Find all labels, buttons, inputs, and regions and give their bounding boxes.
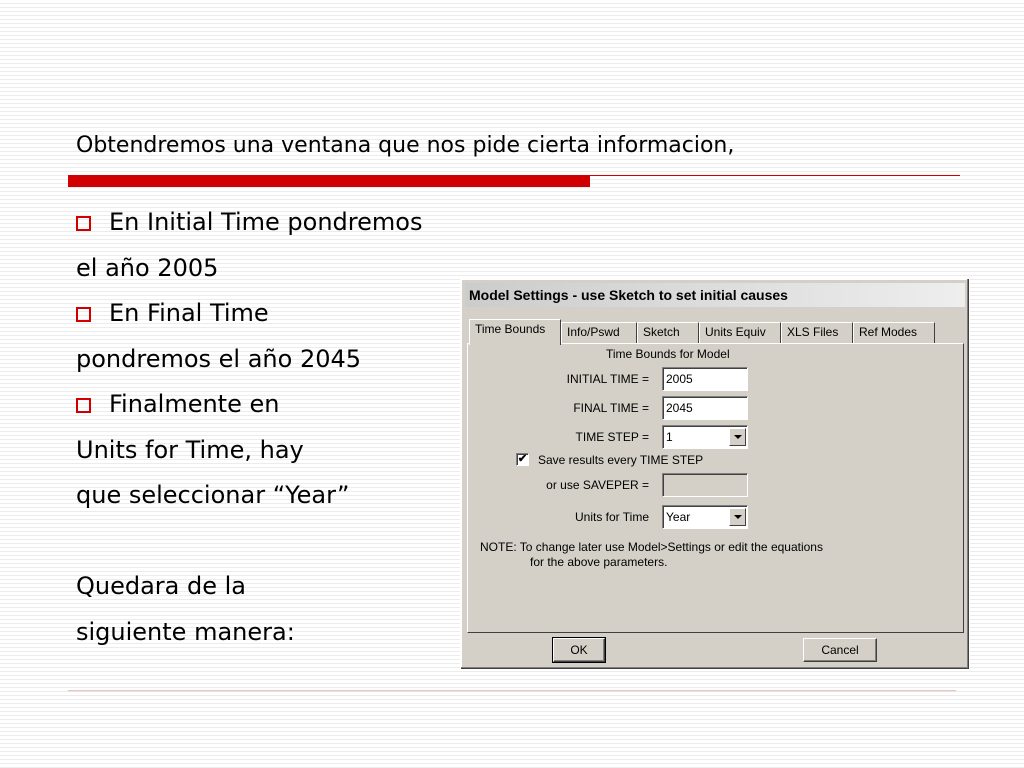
dialog-titlebar[interactable]: [465, 283, 965, 307]
saveper-label: or use SAVEPER =: [546, 478, 649, 492]
body-text-line: Quedara de la: [76, 572, 247, 600]
tab-info-pswd[interactable]: Info/Pswd: [561, 322, 637, 343]
square-bullet-icon: [76, 307, 91, 322]
units-for-time-combo[interactable]: [662, 505, 748, 529]
saveper-input[interactable]: [662, 473, 748, 497]
initial-time-label: INITIAL TIME =: [566, 372, 649, 386]
square-bullet-icon: [76, 398, 91, 413]
body-text-line: [76, 519, 466, 565]
units-for-time-label: Units for Time: [574, 510, 649, 524]
title-underline-thin: [590, 175, 960, 176]
tab-units-equiv[interactable]: Units Equiv: [699, 322, 781, 343]
initial-time-input[interactable]: 2005: [662, 367, 748, 391]
note-line-1: NOTE: To change later use Model>Settings or edit the equations: [480, 540, 823, 554]
body-text-line: Units for Time, hay: [76, 435, 304, 464]
title-underline-accent: [68, 175, 590, 187]
final-time-label: FINAL TIME =: [573, 401, 649, 415]
save-results-checkbox[interactable]: ✔: [517, 453, 528, 465]
tab-sketch[interactable]: Sketch: [637, 322, 699, 343]
body-text-line: En Initial Time pondremos: [109, 208, 423, 236]
ok-button[interactable]: OK: [553, 638, 605, 662]
section-title: Time Bounds for Model: [606, 347, 730, 361]
tab-time-bounds[interactable]: Time Bounds: [469, 319, 561, 345]
body-text-line: que seleccionar “Year”: [76, 481, 350, 509]
cancel-button[interactable]: Cancel: [803, 638, 877, 662]
time-step-value: 1: [666, 430, 673, 444]
model-settings-dialog: [460, 278, 970, 670]
time-step-combo[interactable]: [662, 425, 748, 449]
chevron-down-icon[interactable]: [729, 508, 746, 526]
final-time-input[interactable]: 2045: [662, 396, 748, 420]
time-bounds-panel: [467, 343, 964, 633]
square-bullet-icon: [76, 216, 91, 231]
bullet-line: [76, 382, 466, 428]
body-text-line: En Final Time: [109, 299, 269, 327]
chevron-down-icon[interactable]: [729, 428, 746, 446]
bullet-line: [76, 291, 466, 337]
footer-rule: [68, 690, 956, 692]
slide-body: [76, 200, 466, 655]
slide-title: Obtendremos una ventana que nos pide cierta informacion,: [76, 133, 735, 158]
tab-ref-modes[interactable]: Ref Modes: [853, 322, 935, 343]
body-text-line: Finalmente en: [109, 390, 280, 418]
time-step-label: TIME STEP =: [575, 430, 649, 444]
body-text-line: pondremos el año 2045: [76, 344, 362, 373]
save-results-label: Save results every TIME STEP: [538, 453, 704, 467]
body-text-line: el año 2005: [76, 253, 219, 282]
dialog-title: Model Settings - use Sketch to set initial causes: [469, 287, 788, 303]
units-for-time-value: Year: [666, 510, 691, 524]
tab-xls-files[interactable]: XLS Files: [781, 322, 853, 343]
note-line-2: for the above parameters.: [530, 555, 668, 569]
body-text-line: siguiente manera:: [76, 617, 295, 646]
bullet-line: [76, 200, 466, 246]
